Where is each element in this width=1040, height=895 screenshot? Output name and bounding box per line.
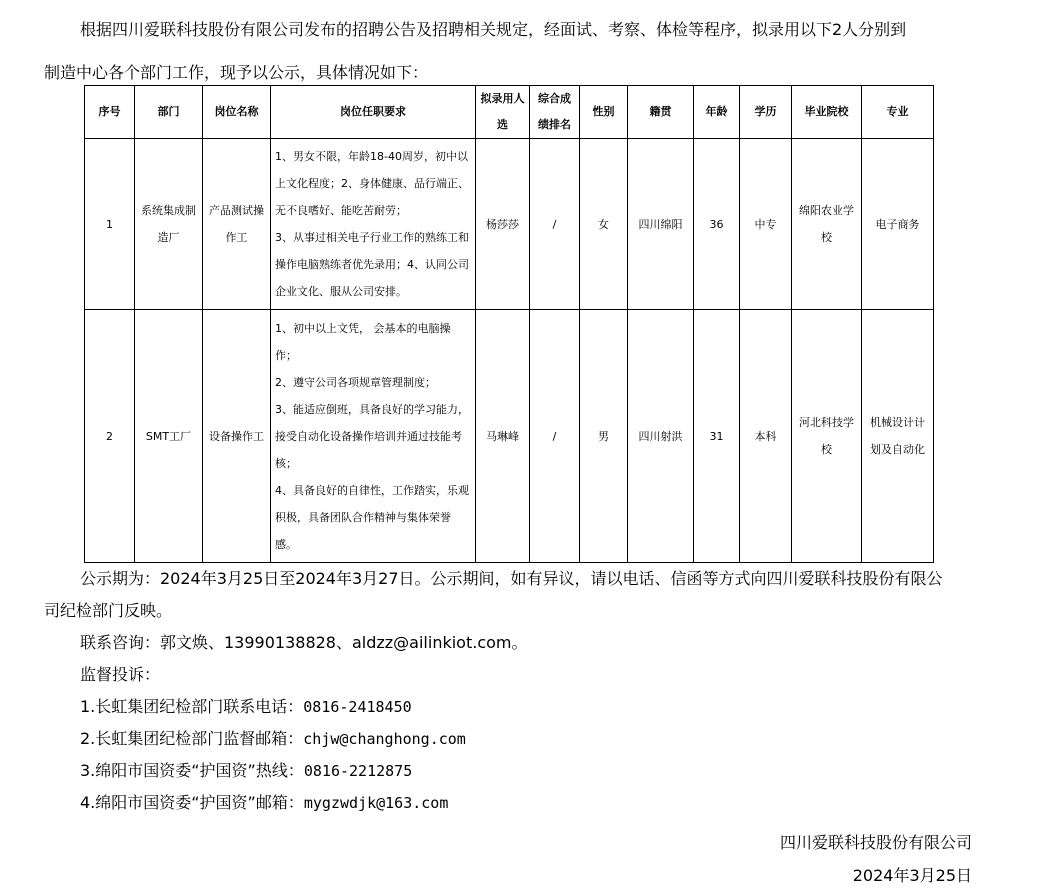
intro-line-2: 制造中心各个部门工作，现予以公示，具体情况如下： <box>44 63 429 82</box>
supervise-item-label: 4.绵阳市国资委“护国资”邮箱： <box>80 793 304 812</box>
cell-no: 2 <box>85 310 135 563</box>
supervise-item-value: 0816-2418450 <box>303 698 412 716</box>
notice-period-line-1: 公示期为：2024年3月25日至2024年3月27日。公示期间，如有异议，请以电话、信函等方式向四川爱联科技股份有限公 <box>80 569 943 588</box>
signature-date: 2024年3月25日 <box>852 866 972 885</box>
cell-candidate: 马琳峰 <box>476 310 530 563</box>
table-header-row <box>85 86 934 139</box>
header-cell: 岗位任职要求 <box>271 86 476 139</box>
recruitment-table <box>84 85 934 563</box>
cell-requirements <box>271 139 476 310</box>
cell-gender: 男 <box>580 310 628 563</box>
cell-candidate: 杨莎莎 <box>476 139 530 310</box>
cell-age: 36 <box>694 139 740 310</box>
notice-section <box>44 563 994 819</box>
cell-position: 设备操作工 <box>203 310 271 563</box>
cell-origin: 四川射洪 <box>628 310 694 563</box>
cell-age: 31 <box>694 310 740 563</box>
supervise-item-value: chjw@changhong.com <box>303 730 466 748</box>
requirement-line: 2、遵守公司各项规章管理制度； <box>275 375 436 389</box>
signature-company: 四川爱联科技股份有限公司 <box>779 833 972 852</box>
cell-dept: 系统集成制造厂 <box>135 139 203 310</box>
supervise-item <box>44 723 994 755</box>
cell-position: 产品测试操作工 <box>203 139 271 310</box>
signature-block <box>780 826 972 892</box>
requirement-line: 1、初中以上文凭， 会基本的电脑操作； <box>275 321 451 362</box>
header-cell: 序号 <box>85 86 135 139</box>
cell-school: 河北科技学校 <box>792 310 862 563</box>
header-cell: 岗位名称 <box>203 86 271 139</box>
cell-requirements <box>271 310 476 563</box>
contact-line: 联系咨询：郭文焕、13990138828、aldzz@ailinkiot.com。 <box>80 633 528 652</box>
cell-education: 本科 <box>740 310 792 563</box>
header-cell: 籍贯 <box>628 86 694 139</box>
supervise-item <box>44 755 994 787</box>
supervise-item <box>44 691 994 723</box>
table-row <box>85 310 934 563</box>
header-cell: 综合成绩排名 <box>530 86 580 139</box>
cell-origin: 四川绵阳 <box>628 139 694 310</box>
cell-education: 中专 <box>740 139 792 310</box>
intro-paragraph <box>44 8 994 94</box>
intro-line-1: 根据四川爱联科技股份有限公司发布的招聘公告及招聘相关规定，经面试、考察、体检等程序，拟录用以下2人分别到 <box>80 20 907 39</box>
cell-gender: 女 <box>580 139 628 310</box>
cell-rank: / <box>530 139 580 310</box>
requirement-line: 4、具备良好的自律性，工作踏实，乐观积极，具备团队合作精神与集体荣誉感。 <box>275 483 469 551</box>
supervise-item <box>44 787 994 819</box>
header-cell: 年龄 <box>694 86 740 139</box>
cell-no: 1 <box>85 139 135 310</box>
table-row <box>85 139 934 310</box>
cell-major: 电子商务 <box>862 139 934 310</box>
header-cell: 拟录用人选 <box>476 86 530 139</box>
requirement-line: 3、能适应倒班，具备良好的学习能力，接受自动化设备操作培训并通过技能考核； <box>275 402 469 470</box>
cell-rank: / <box>530 310 580 563</box>
requirement-line: 1、男女不限，年龄18-40周岁，初中以上文化程度；2、身体健康、品行端正、无不良嗜好、能吃苦耐劳； <box>275 150 469 217</box>
header-cell: 专业 <box>862 86 934 139</box>
header-cell: 毕业院校 <box>792 86 862 139</box>
supervise-title: 监督投诉： <box>80 665 161 684</box>
cell-dept: SMT工厂 <box>135 310 203 563</box>
cell-school: 绵阳农业学校 <box>792 139 862 310</box>
supervise-item-label: 1.长虹集团纪检部门联系电话： <box>80 697 304 716</box>
header-cell: 部门 <box>135 86 203 139</box>
supervise-item-value: 0816-2212875 <box>303 762 413 780</box>
supervise-item-label: 2.长虹集团纪检部门监督邮箱： <box>80 729 304 748</box>
cell-major: 机械设计计划及自动化 <box>862 310 934 563</box>
supervise-item-value: mygzwdjk@163.com <box>303 794 449 812</box>
notice-period-line-2: 司纪检部门反映。 <box>44 601 173 620</box>
requirement-line: 3、从事过相关电子行业工作的熟练工和操作电脑熟练者优先录用；4、认同公司企业文化、服从公司安排。 <box>275 231 469 298</box>
header-cell: 学历 <box>740 86 792 139</box>
header-cell: 性别 <box>580 86 628 139</box>
supervise-item-label: 3.绵阳市国资委“护国资”热线： <box>80 761 304 780</box>
